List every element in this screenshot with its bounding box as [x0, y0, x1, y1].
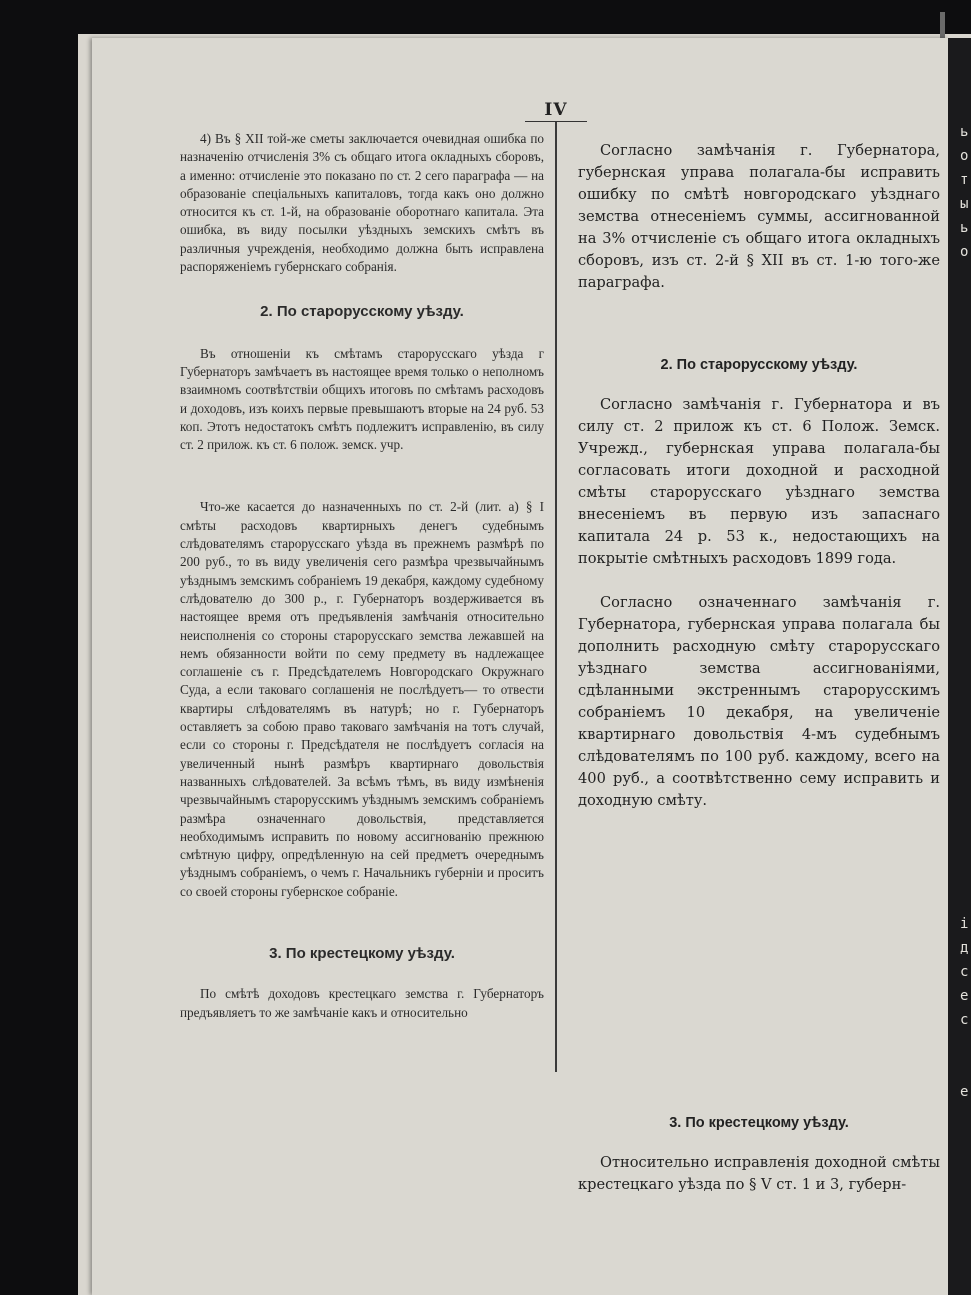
edge-glyph [960, 432, 971, 456]
edge-glyph: с [960, 1012, 969, 1028]
left-paragraph-4: По смѣтѣ доходовъ крестецкаго земства г. Губернаторъ предъявляетъ то же замѣчаніе какъ и относительно [180, 986, 544, 1020]
edge-glyph: ы [960, 196, 969, 212]
next-page-edge-text [960, 120, 971, 1100]
edge-glyph [960, 720, 971, 744]
left-column [180, 130, 544, 1022]
edge-glyph [960, 624, 971, 648]
edge-glyph [960, 336, 971, 360]
left-paragraph-3: Что-же касается до назначенныхъ по ст. 2-й (лит. а) § I смѣты расходовъ квартирныхъ денегъ судебнымъ слѣдователямъ старорусскаго уѣзда въ прежнемъ размѣрѣ по 200 руб., то въ виду увеличенія сего размѣра чрезвычайнымъ уѣзднымъ земскимъ собраніемъ 19 декабря, каждому судебному слѣдователю до 300 р., г. Губернаторъ воздерживается въ настоящее время отъ предъявленія замѣчанія относительно неисполненія со стороны старорусскаго земства лежавшей на немъ обязанности войти по сему предмету въ надлежащее соглашеніе съ г. Предсѣдателемъ Новгородскаго Окружнаго Суда, а если таковаго соглашенія не послѣдуетъ— то отвести квартиры слѣдователямъ въ натурѣ; но г. Губернаторъ оставляетъ за собою право таковаго замѣчанія на тотъ случай, если со стороны г. Предсѣдателя не послѣдуетъ согласія на увеличенный нынѣ размѣръ квартирнаго довольствія названныхъ слѣдователей. За всѣмъ тѣмъ, въ виду измѣненія чрезвычайнымъ старорусскимъ уѣзднымъ земскимъ собраніемъ размѣра означеннаго довольствія, представляется необходимымъ исправить по новому ассигнованію прежнюю смѣтную цифру, опредѣленную на сей предметъ очереднымъ уѣзднымъ собраніемъ, о чемъ г. Начальникъ губерніи и проситъ со своей стороны губернское собраніе. [180, 499, 544, 899]
edge-glyph [960, 360, 971, 384]
edge-glyph [960, 816, 971, 840]
edge-glyph [960, 888, 971, 912]
edge-glyph [960, 552, 971, 576]
edge-glyph [960, 504, 971, 528]
right-paragraph-3: Согласно означеннаго замѣчанія г. Губернатора, губернская управа полагала бы дополнить расходную смѣту старорусскаго уѣзднаго земства ассигнованіями, сдѣланными экстреннымъ старорусскимъ собраніемъ 10 декабря, на увеличеніе квартирнаго довольствія 4-мъ судебнымъ слѣдователямъ по 100 руб. каждому, всего на 400 руб., а соотвѣтственно сему исправить и доходную смѣту. [578, 594, 940, 809]
edge-glyph [960, 744, 971, 768]
column-divider [555, 122, 557, 1072]
edge-glyph: т [960, 172, 969, 188]
edge-glyph [960, 1056, 971, 1080]
edge-glyph: ь [960, 124, 969, 140]
right-paragraph-2: Согласно замѣчанія г. Губернатора и въ силу ст. 2 прилож къ ст. 6 Полож. Земск. Учрежд., губернская управа полагала-бы согласовать итоги доходной и расходной смѣты старорусскаго уѣзднаго земства внесеніемъ въ первую изъ запаснаго капитала 24 р. 53 к., недостающихъ на покрытіе смѣтныхъ расходовъ 1899 года. [578, 396, 940, 567]
right-paragraph-1: Согласно замѣчанія г. Губернатора, губернская управа полагала-бы исправить ошибку по смѣтѣ новгородскаго уѣзднаго земства отнесеніемъ суммы, ассигнованной на 3% отчисленіе съ общаго итога окладныхъ сборовъ, изъ ст. 2-й § XII въ ст. 1-ю того-же параграфа. [578, 142, 940, 291]
right-heading-3: 3. По крестецкому уѣзду. [669, 1115, 849, 1131]
edge-glyph [960, 384, 971, 408]
left-paragraph-2: Въ отношеніи къ смѣтамъ старорусскаго уѣзда г Губернаторъ замѣчаетъ въ настоящее время только о неполномъ взаимномъ соотвѣтствіи общихъ итоговъ по смѣтамъ расходовъ и доходовъ, изъ коихъ первые превышаютъ вторые на 24 руб. 53 коп. Этотъ недостатокъ смѣтъ подлежитъ исправленію, въ силу ст. 2 прилож. къ ст. 6 полож. земск. учр. [180, 345, 544, 453]
edge-glyph: ь [960, 220, 969, 236]
left-heading-2: 2. По старорусскому уѣзду. [260, 303, 464, 321]
edge-glyph: о [960, 244, 969, 260]
edge-glyph [960, 672, 971, 696]
left-heading-3: 3. По крестецкому уѣзду. [269, 944, 455, 962]
right-heading-2: 2. По старорусскому уѣзду. [660, 357, 858, 373]
edge-glyph [960, 288, 971, 312]
edge-glyph [960, 768, 971, 792]
left-paragraph-1: 4) Въ § XII той-же сметы заключается очевидная ошибка по назначенію отчисленія 3% съ общаго итога окладныхъ сборовъ, а именно: отчисленіе это показано по ст. 2 сего параграфа — на образованіе спеціальныхъ капиталовъ, тогда какъ оно должно относится къ ст. 1-й, на образованіе оборотнаго капитала. Эта ошибка, въ виду посылки уѣздныхъ земскихъ смѣтъ въ различныя учрежденія, необходимо должна быть исправлена распоряженіемъ губернскаго собранія. [180, 131, 544, 275]
edge-glyph [960, 312, 971, 336]
edge-glyph: е [960, 1084, 969, 1100]
edge-glyph: е [960, 988, 969, 1004]
edge-glyph [960, 600, 971, 624]
edge-glyph [960, 264, 971, 288]
edge-glyph [960, 864, 971, 888]
edge-glyph [960, 576, 971, 600]
edge-glyph: с [960, 964, 969, 980]
page-number: IV [544, 100, 568, 120]
edge-glyph: і [960, 916, 969, 932]
edge-glyph [960, 840, 971, 864]
edge-glyph [960, 480, 971, 504]
edge-glyph [960, 456, 971, 480]
binding-strip [940, 12, 945, 38]
edge-glyph [960, 528, 971, 552]
edge-glyph [960, 1032, 971, 1056]
right-paragraph-4: Относительно исправленія доходной смѣты крестецкаго уѣзда по § V ст. 1 и 3, губерн- [578, 1154, 940, 1193]
edge-glyph: д [960, 940, 969, 956]
edge-glyph [960, 696, 971, 720]
edge-glyph [960, 792, 971, 816]
edge-glyph [960, 408, 971, 432]
right-column [578, 140, 940, 1196]
edge-glyph [960, 648, 971, 672]
edge-glyph: о [960, 148, 969, 164]
